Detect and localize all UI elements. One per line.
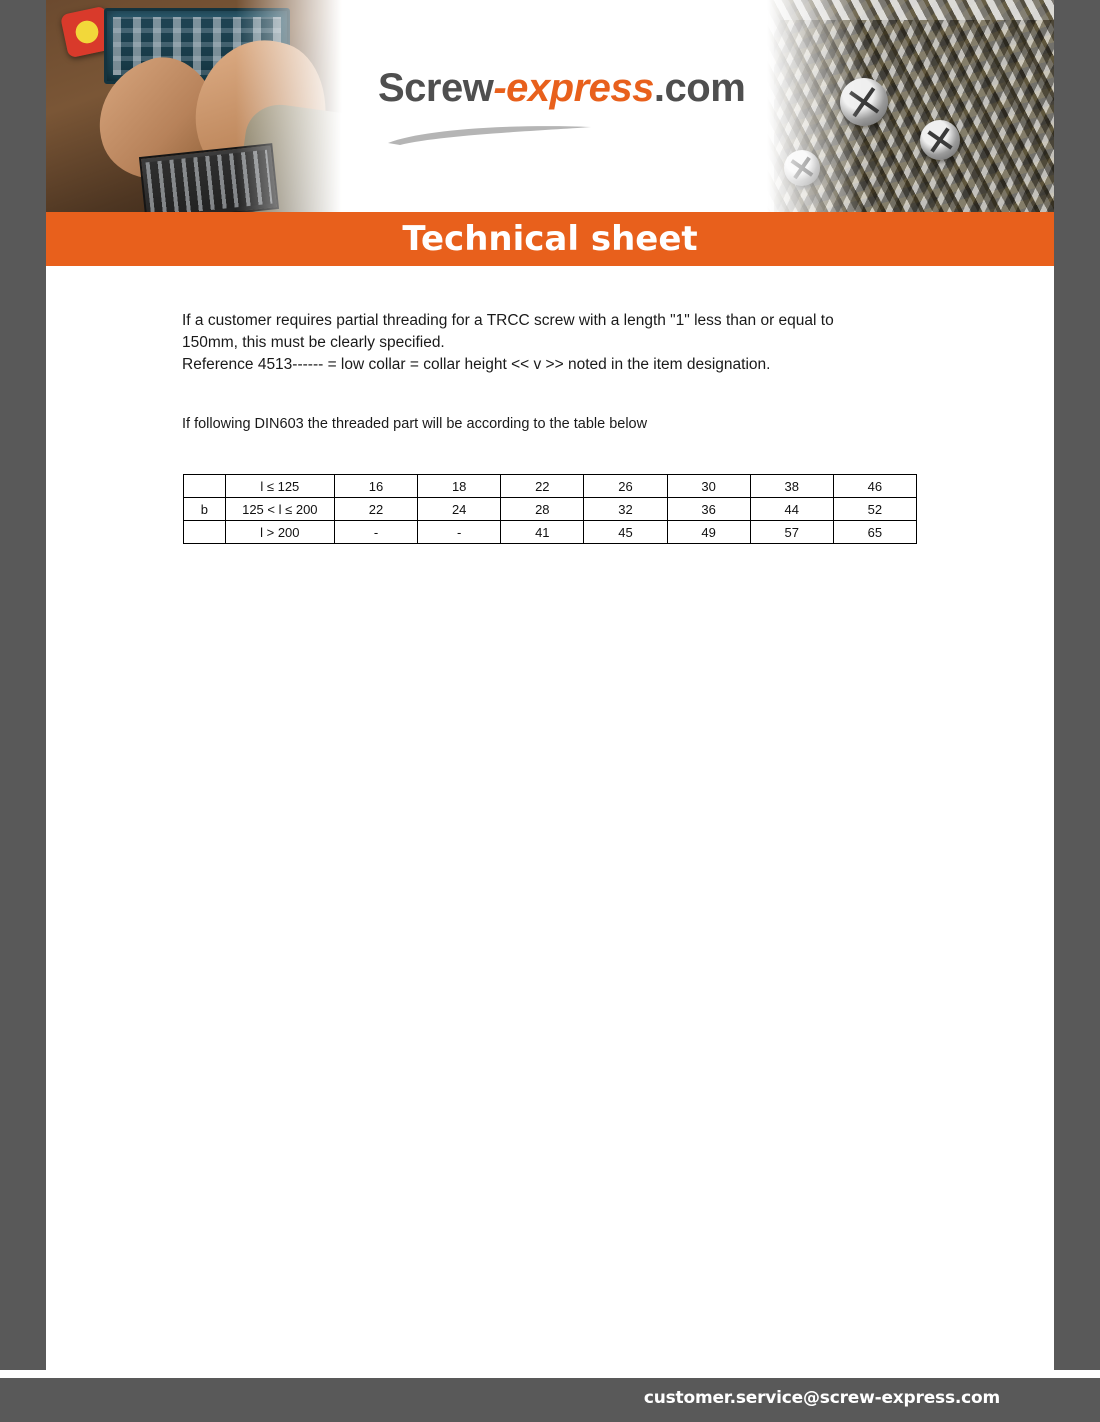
threaded-part-table-wrapper: [183, 474, 917, 544]
table-cell: 44: [750, 498, 833, 521]
table-cell: 26: [584, 475, 667, 498]
workbench-photo: [46, 0, 356, 213]
paragraph-line: 150mm, this must be clearly specified.: [182, 334, 445, 351]
photo-right-fade: [754, 0, 864, 213]
table-cell: 65: [833, 521, 916, 544]
footer-separator: [0, 1370, 1100, 1378]
paragraph-line: Reference 4513------ = low collar = collar height << v >> noted in the item designation.: [182, 356, 771, 373]
screws-photo: [754, 0, 1054, 213]
logo-part-com: .com: [653, 66, 746, 110]
table-cell: 41: [501, 521, 584, 544]
table-cell: 16: [334, 475, 417, 498]
table-row: [184, 475, 917, 498]
logo-part-screw: Screw: [378, 66, 494, 110]
table-label-cell-empty-top: [184, 475, 226, 498]
screw-head-icon: [920, 120, 960, 160]
table-row: [184, 521, 917, 544]
logo-text: [378, 66, 746, 111]
logo-swoosh-icon: [386, 124, 596, 146]
table-cell: 18: [418, 475, 501, 498]
table-cell: 46: [833, 475, 916, 498]
table-cell: 36: [667, 498, 750, 521]
table-cell: 38: [750, 475, 833, 498]
paragraph-line: If a customer requires partial threading for a TRCC screw with a length "1" less than or equal to: [182, 312, 834, 329]
table-row: [184, 498, 917, 521]
page-title: Technical sheet: [402, 219, 698, 259]
table-label-cell: b: [184, 498, 226, 521]
table-cell: -: [334, 521, 417, 544]
table-cell: -: [418, 521, 501, 544]
document-body: [182, 310, 942, 432]
photo-left-fade: [236, 0, 356, 213]
threaded-part-table: [183, 474, 917, 544]
contact-email[interactable]: customer.service@screw-express.com: [643, 1388, 1000, 1408]
table-row-head: l > 200: [225, 521, 334, 544]
table-row-head: l ≤ 125: [225, 475, 334, 498]
table-cell: 22: [501, 475, 584, 498]
table-cell: 45: [584, 521, 667, 544]
paragraph-partial-threading: [182, 310, 942, 376]
document-header: [46, 0, 1054, 213]
table-row-head: 125 < l ≤ 200: [225, 498, 334, 521]
right-margin-bar: [1054, 0, 1100, 1422]
left-margin-bar: [0, 0, 46, 1422]
logo-part-express: -express: [493, 66, 654, 110]
table-label-cell-empty-bottom: [184, 521, 226, 544]
table-cell: 30: [667, 475, 750, 498]
table-cell: 32: [584, 498, 667, 521]
brand-logo: [378, 66, 746, 156]
table-cell: 24: [418, 498, 501, 521]
technical-sheet-banner: [46, 212, 1054, 266]
table-cell: 52: [833, 498, 916, 521]
table-cell: 49: [667, 521, 750, 544]
table-cell: 57: [750, 521, 833, 544]
table-cell: 28: [501, 498, 584, 521]
paragraph-din603: If following DIN603 the threaded part will be according to the table below: [182, 416, 648, 432]
document-footer: [0, 1378, 1100, 1422]
table-cell: 22: [334, 498, 417, 521]
